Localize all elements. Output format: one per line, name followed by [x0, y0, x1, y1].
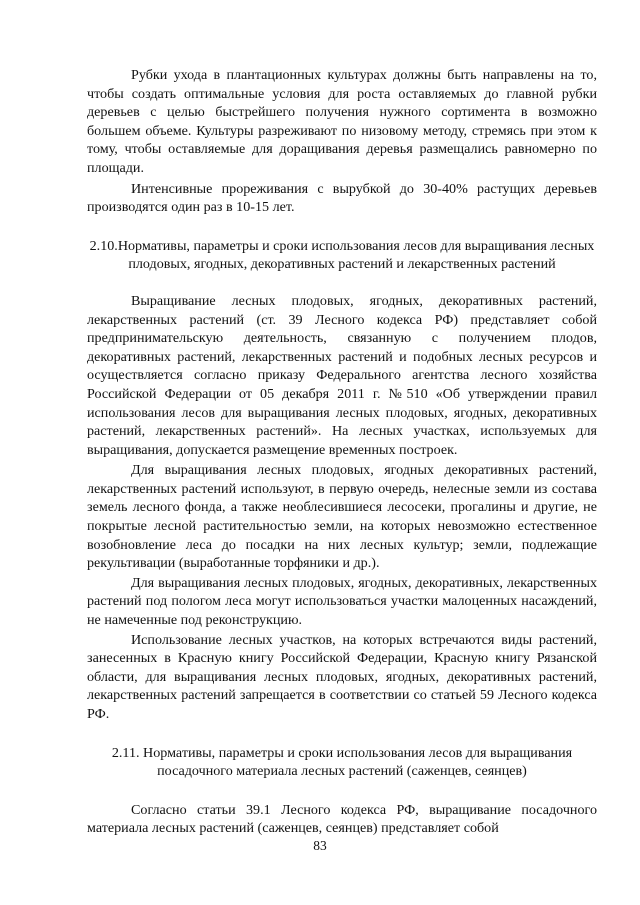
paragraph-thinning-plantations: Рубки ухода в плантационных культурах должны быть направлены на то, чтобы создать оптимальные условия для роста оставляемых до главной рубки деревьев с целью быстрейшего получения нужного сортимента в возможно большем объеме. Культуры разреживают по низовому методу, стремясь при этом к тому, чтобы оставляемые для доращивания деревья размещались равномерно по площади.: [87, 67, 597, 176]
paragraph-land-used: Для выращивания лесных плодовых, ягодных декоративных растений, лекарственных растений используют, в первую очередь, нелесные земли из состава земель лесного фонда, а также необлесившиеся лесосеки, прогалины и другие, не покрытые лесной растительностью земли, на которых невозможно естественное возобновление леса до посадки на них лесных культур; земли, подлежащие рекультивации (выработанные торфяники и др.).: [87, 462, 597, 572]
paragraph-planting-material: Согласно статьи 39.1 Лесного кодекса РФ, выращивание посадочного материала лесных растений (саженцев, сеянцев) представляет собой: [87, 801, 597, 837]
page-body: [87, 66, 597, 838]
paragraph-red-book-restriction: Использование лесных участков, на которых встречаются виды растений, занесенных в Красную книгу Российской Федерации, Красную книгу Рязанской области, для выращивания лесных плодовых, ягодных, декоративных растений, лекарственных растений запрещается в соответствии со статьей 59 Лесного кодекса РФ.: [87, 631, 597, 722]
paragraph-intensive-thinning: Интенсивные прореживания с вырубкой до 30-40% растущих деревьев производятся один раз в 10-15 лет.: [87, 180, 597, 216]
paragraph-under-canopy: Для выращивания лесных плодовых, ягодных, декоративных, лекарственных растений под пологом леса могут использоваться участки малоценных насаждений, не намеченные под реконструкцию.: [87, 574, 597, 629]
section-heading-2-10: 2.10.Нормативы, параметры и сроки использования лесов для выращивания лесных плодовых, ягодных, декоративных растений и лекарственных растений: [89, 237, 595, 273]
section-heading-2-11: 2.11. Нормативы, параметры и сроки использования лесов для выращивания посадочного материала лесных растений (саженцев, сеянцев): [111, 744, 573, 780]
page-number: 83: [313, 838, 327, 853]
paragraph-cultivation-definition: Выращивание лесных плодовых, ягодных, декоративных растений, лекарственных растений (ст. 39 Лесного кодекса РФ) представляет собой предпринимательскую деятельность, связанную с получением плодов, декоративных растений, лекарственных растений и подобных лесных ресурсов и осуществляется согласно приказу Федерального агентства лесного хозяйства Российской Федерации от 05 декабря 2011 г. №510 «Об утверждении правил использования лесов для выращивания лесных плодовых, ягодных, декоративных растений, лекарственных растений». На лесных участках, используемых для выращивания, допускается размещение временных построек.: [87, 292, 597, 458]
